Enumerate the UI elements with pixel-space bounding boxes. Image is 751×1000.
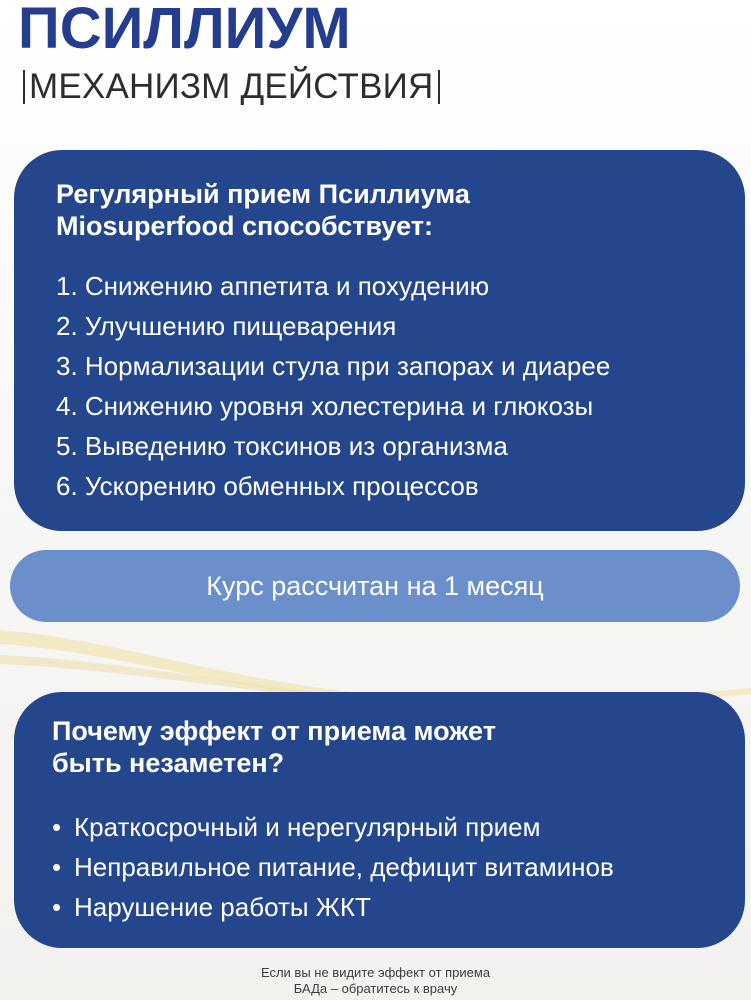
reason-text: Краткосрочный и нерегулярный прием xyxy=(74,812,541,842)
footnote xyxy=(0,965,751,997)
reason-item xyxy=(52,847,745,887)
benefits-card xyxy=(14,150,745,531)
reason-item xyxy=(52,887,745,927)
course-duration-banner: Курс рассчитан на 1 месяц xyxy=(10,550,740,622)
benefits-heading: Регулярный прием Псиллиума Miosuperfood способствует: xyxy=(56,179,470,241)
reason-item xyxy=(52,807,745,847)
benefit-item: 3. Нормализации стула при запорах и диарее xyxy=(56,351,611,381)
benefit-item: 6. Ускорению обменных процессов xyxy=(56,471,479,501)
bullet-icon: • xyxy=(52,852,62,882)
reasons-heading: Почему эффект от приема может быть незаметен? xyxy=(52,716,496,778)
benefit-item: 4. Снижению уровня холестерина и глюкозы xyxy=(56,391,594,421)
footnote-line: Если вы не видите эффект от приема xyxy=(260,965,491,980)
reason-text: Неправильное питание, дефицит витаминов xyxy=(74,852,614,882)
reasons-card xyxy=(14,692,745,948)
subtitle-right-bar xyxy=(438,70,440,104)
subtitle-left-bar xyxy=(23,70,25,104)
bullet-icon: • xyxy=(52,812,62,842)
bullet-icon: • xyxy=(52,892,62,922)
reasons-list xyxy=(52,807,745,927)
page-title: ПСИЛЛИУМ xyxy=(18,0,351,61)
reason-text: Нарушение работы ЖКТ xyxy=(74,892,371,922)
page-subtitle xyxy=(19,68,444,106)
benefits-list xyxy=(56,266,745,506)
benefit-item: 2. Улучшению пищеварения xyxy=(56,311,397,341)
benefit-item: 1. Снижению аппетита и похудению xyxy=(56,271,490,301)
footnote-line: БАДа – обратитесь к врачу xyxy=(293,981,458,996)
subtitle-text: МЕХАНИЗМ ДЕЙСТВИЯ xyxy=(29,67,434,106)
benefit-item: 5. Выведению токсинов из организма xyxy=(56,431,508,461)
